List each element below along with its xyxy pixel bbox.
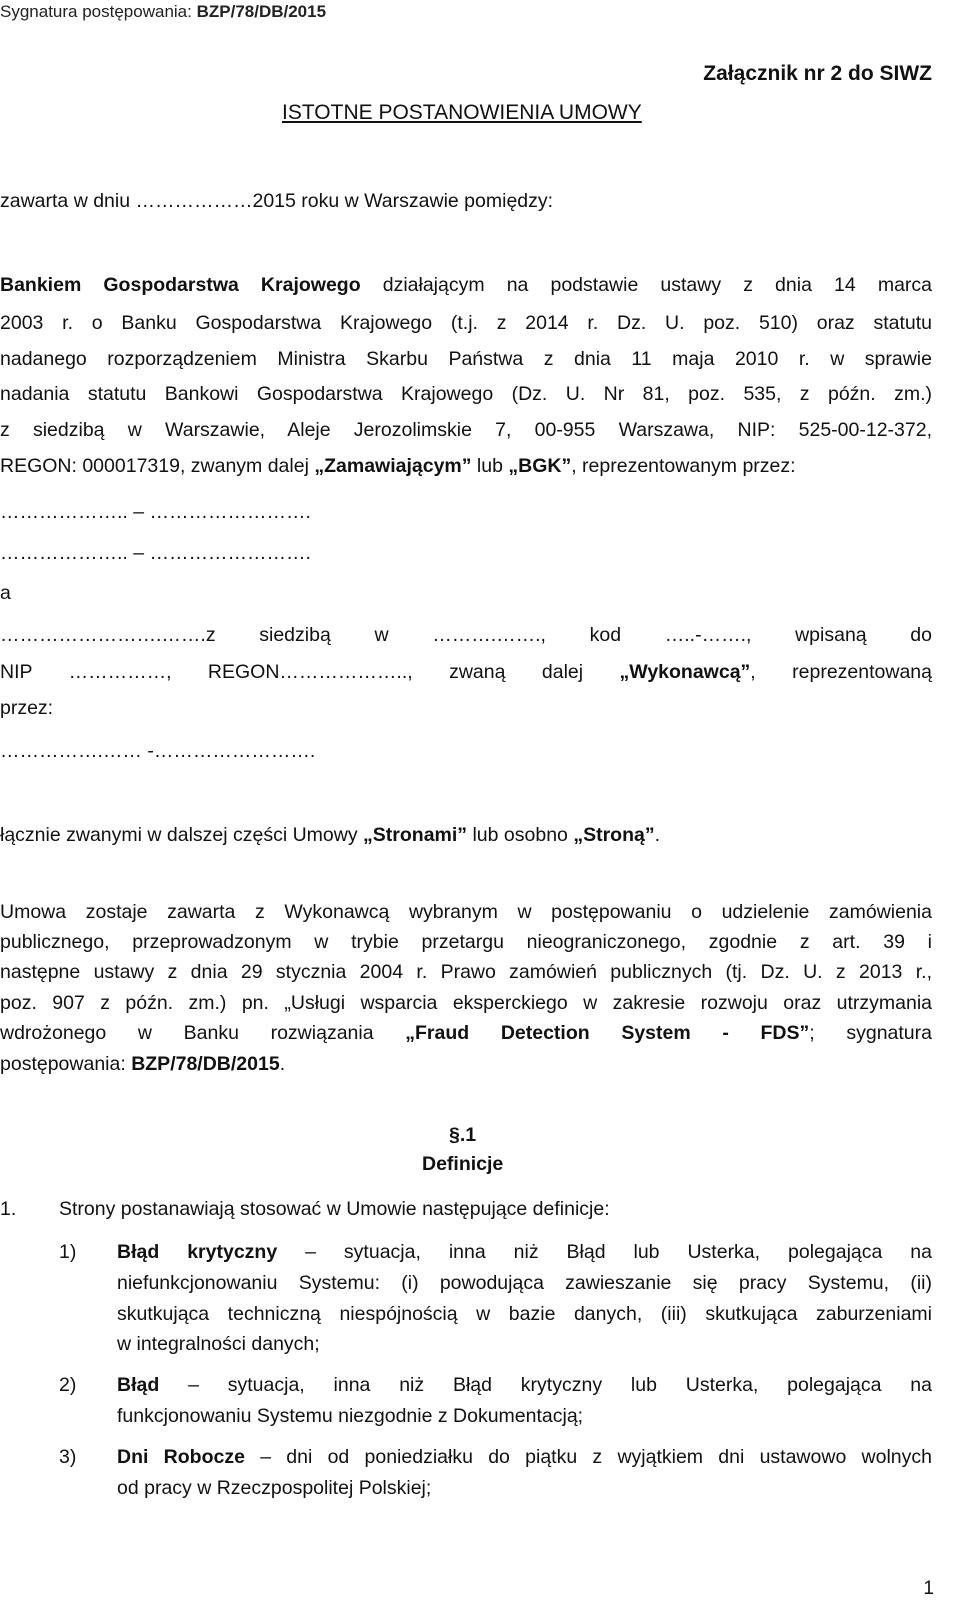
clause-1-number: 1.: [0, 1198, 17, 1220]
contract-para-line-4: poz. 907 z późn. zm.) pn. „Usługi wsparcia eksperckiego w zakresie rozwoju oraz utrzymania: [0, 992, 932, 1014]
term-fds: „Fraud Detection System - FDS”: [405, 1022, 810, 1044]
document-title: ISTOTNE POSTANOWIENIA UMOWY: [282, 101, 642, 124]
signature-label: Sygnatura postępowania:: [0, 2, 197, 21]
signature-header: [0, 2, 326, 22]
definition-2-line-1: Błąd – sytuacja, inna niż Błąd krytyczny lub Usterka, polegająca na: [117, 1374, 932, 1396]
party2-line-4: …………….…… -…………………….: [0, 740, 316, 762]
definition-1-line-3: skutkująca techniczną niespójnością w bazie danych, (iii) skutkująca zaburzeniami: [117, 1303, 932, 1325]
party2-line-1: …………………….…….z siedzibą w ……….……., kod …..-……., wpisaną do: [0, 624, 932, 646]
section-title: Definicje: [422, 1153, 504, 1175]
definition-1-line-2: niefunkcjonowaniu Systemu: (i) powodująca zawieszanie się pracy Systemu, (ii): [117, 1272, 932, 1294]
definition-3-line-1: Dni Robocze – dni od poniedziałku do piątku z wyjątkiem dni ustawowo wolnych: [117, 1446, 932, 1468]
definition-3-number: 3): [59, 1446, 77, 1468]
definition-3-line-2: od pracy w Rzeczpospolitej Polskiej;: [117, 1477, 432, 1499]
definition-2-number: 2): [59, 1374, 77, 1396]
contract-para-line-1: Umowa zostaje zawarta z Wykonawcą wybranym w postępowaniu o udzielenie zamówienia: [0, 901, 932, 923]
definition-1-term: Błąd krytyczny: [117, 1241, 278, 1263]
definition-1-line-1: Błąd krytyczny – sytuacja, inna niż Błąd lub Usterka, polegająca na: [117, 1241, 932, 1263]
party1-line-1: Bankiem Gospodarstwa Krajowego działającym na podstawie ustawy z dnia 14 marca: [0, 274, 932, 296]
party1-line-3: nadanego rozporządzeniem Ministra Skarbu Państwa z dnia 11 maja 2010 r. w sprawie: [0, 348, 932, 370]
bank-name: Bankiem Gospodarstwa Krajowego: [0, 274, 361, 296]
definition-3-term: Dni Robocze: [117, 1446, 245, 1468]
clause-1: [0, 1194, 16, 1224]
attachment-label: Załącznik nr 2 do SIWZ: [703, 62, 932, 85]
definition-2-term: Błąd: [117, 1374, 160, 1396]
contract-para-line-2: publicznego, przeprowadzonym w trybie przetargu nieograniczonego, zgodnie z art. 39 i: [0, 931, 932, 953]
party1-line-4: nadania statutu Bankowi Gospodarstwa Krajowego (Dz. U. Nr 81, poz. 535, z późn. zm.): [0, 383, 932, 405]
term-bgk: „BGK”: [508, 455, 572, 477]
section-number: §.1: [449, 1124, 477, 1146]
contract-para-line-3: następne ustawy z dnia 29 stycznia 2004 r. Prawo zamówień publicznych (tj. Dz. U. z 2013 r.,: [0, 961, 932, 983]
party1-line-2: 2003 r. o Banku Gospodarstwa Krajowego (t.j. z 2014 r. Dz. U. poz. 510) oraz statutu: [0, 312, 932, 334]
definition-1-number: 1): [59, 1241, 77, 1263]
term-strona: „Stroną”: [573, 824, 655, 846]
definition-2-line-2: funkcjonowaniu Systemu niezgodnie z Dokumentacją;: [117, 1405, 584, 1427]
parties-line: łącznie zwanymi w dalszej części Umowy „Stronami” lub osobno „Stroną”.: [0, 824, 660, 846]
party1-line-5: z siedzibą w Warszawie, Aleje Jerozolimskie 7, 00-955 Warszawa, NIP: 525-00-12-372,: [0, 419, 932, 441]
term-strony: „Stronami”: [363, 824, 468, 846]
definition-1-line-4: w integralności danych;: [117, 1333, 320, 1355]
procedure-signature: BZP/78/DB/2015: [131, 1053, 280, 1075]
contract-para-line-6: postępowania: BZP/78/DB/2015.: [0, 1053, 286, 1075]
contract-para-line-5: wdrożonego w Banku rozwiązania „Fraud Detection System - FDS”; sygnatura: [0, 1022, 932, 1044]
intro-line: zawarta w dniu ………………2015 roku w Warszawie pomiędzy:: [0, 190, 554, 212]
and-connector: a: [0, 582, 11, 604]
term-zamawiajacy: „Zamawiającym”: [314, 455, 472, 477]
representative-1: ……………….. – …………………….: [0, 501, 311, 523]
party1-line-6: REGON: 000017319, zwanym dalej „Zamawiającym” lub „BGK”, reprezentowanym przez:: [0, 455, 796, 477]
party2-line-2: NIP ……………, REGON……………….., zwaną dalej „Wykonawcą”, reprezentowaną: [0, 661, 932, 683]
representative-2: ……………….. – …………………….: [0, 542, 311, 564]
signature-value: BZP/78/DB/2015: [196, 2, 327, 21]
party2-line-3: przez:: [0, 697, 54, 719]
page-number: 1: [923, 1578, 934, 1599]
clause-1-text: Strony postanawiają stosować w Umowie następujące definicje:: [59, 1198, 610, 1220]
term-wykonawca: „Wykonawcą”: [619, 661, 751, 683]
